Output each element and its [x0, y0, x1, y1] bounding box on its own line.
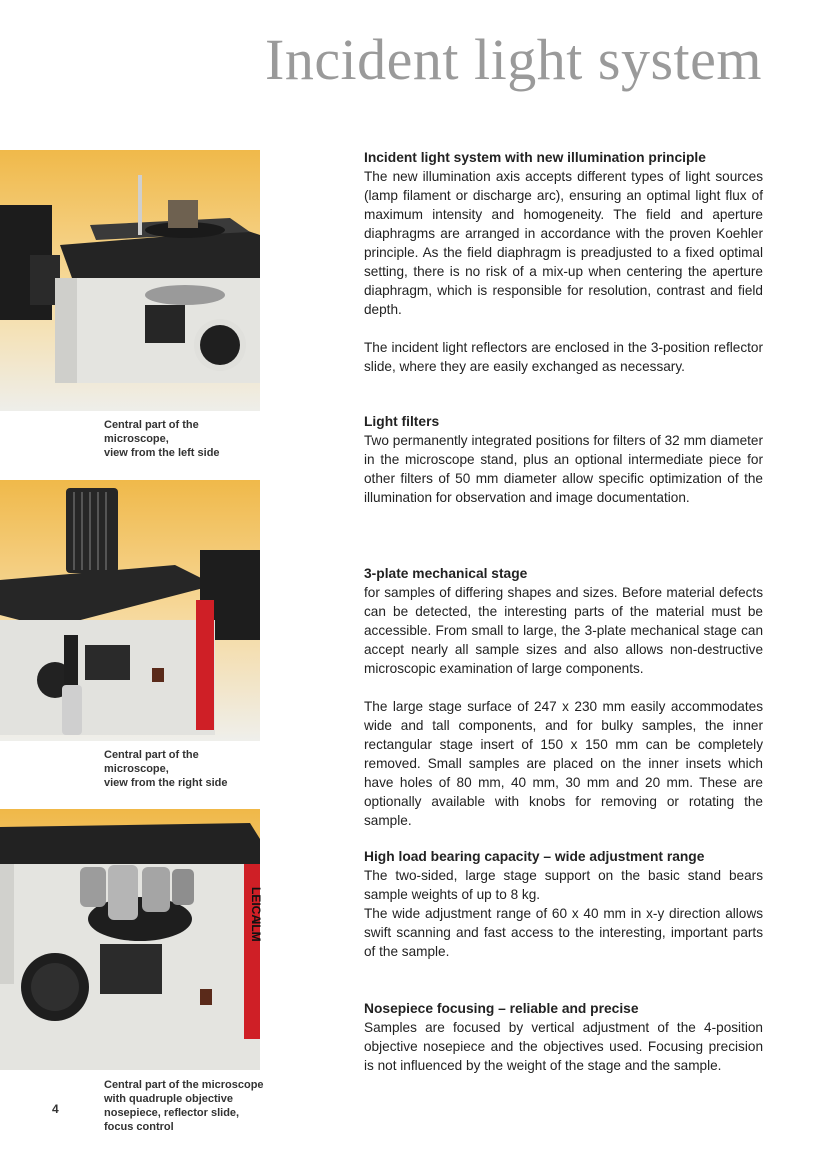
microscope-right-view-photo — [0, 480, 260, 741]
section-nosepiece-focusing — [364, 999, 763, 1075]
leica-brand-logo: LEICA — [249, 887, 263, 923]
figure-caption-1 — [104, 418, 264, 460]
section-heading: 3-plate mechanical stage — [364, 566, 528, 581]
section-paragraph: The two-sided, large stage support on the basic stand bears sample weights of up to 8 kg. — [364, 868, 763, 902]
section-heading: Nosepiece focusing – reliable and precise — [364, 1001, 639, 1016]
figure-caption-2 — [104, 748, 264, 790]
page-title: Incident light system — [265, 27, 762, 92]
section-paragraph: The incident light reflectors are enclosed in the 3-position reflector slide, where they are easily exchanged as necessary. — [364, 340, 763, 374]
caption-line: focus control — [104, 1121, 174, 1133]
section-paragraph: The new illumination axis accepts different types of light sources (lamp filament or discharge arc), ensuring an optimal light flux of maximum intensity and homogeneity. The field and aperture diaphragms are arranged in accordance with the proven Koehler principle. As the field diaphragm is preadjusted to a fixed optimal setting, there is no risk of a mix-up when centering the aperture diaphragm, which is responsible for resolution, contrast and field depth. — [364, 169, 763, 317]
caption-line: Central part of the microscope — [104, 1079, 264, 1091]
section-heading: Incident light system with new illumination principle — [364, 150, 706, 165]
section-heading: Light filters — [364, 414, 440, 429]
caption-line: Central part of the microscope, — [104, 419, 199, 445]
caption-line: view from the right side — [104, 777, 228, 789]
section-paragraph: for samples of differing shapes and sizes. Before material defects can be detected, the interesting parts of the material must be accessible. From small to large, the 3-plate mechanical stage can accept nearly all sample sizes and also allows non-destructive microscopic examination of large components. — [364, 585, 763, 676]
section-mechanical-stage — [364, 564, 763, 830]
section-load-capacity — [364, 847, 763, 961]
caption-line: Central part of the microscope, — [104, 749, 199, 775]
figure-caption-3 — [104, 1078, 264, 1134]
section-illumination — [364, 148, 763, 376]
section-paragraph: The large stage surface of 247 x 230 mm easily accommodates wide and tall components, and for bulky samples, the inner rectangular stage insert of 150 x 150 mm can be completely removed. Small samples are placed on the inner insets which have holes of 80 mm, 40 mm, 30 mm and 20 mm. These are optionally available with knobs for removing or rotating the sample. — [364, 699, 763, 828]
section-paragraph: Samples are focused by vertical adjustment of the 4-position objective nosepiece and the objectives used. Focusing precision is not influenced by the weight of the stage and the sample. — [364, 1020, 763, 1073]
model-label: ILM — [249, 921, 263, 942]
caption-line: with quadruple objective — [104, 1093, 233, 1105]
page-number: 4 — [52, 1102, 59, 1116]
section-paragraph: The wide adjustment range of 60 x 40 mm in x-y direction allows swift scanning and fast access to the interesting, important parts of the sample. — [364, 906, 763, 959]
section-heading: High load bearing capacity – wide adjustment range — [364, 849, 705, 864]
microscope-nosepiece-photo — [0, 809, 263, 1070]
section-light-filters — [364, 412, 763, 507]
caption-line: nosepiece, reflector slide, — [104, 1107, 240, 1119]
caption-line: view from the left side — [104, 447, 220, 459]
section-paragraph: Two permanently integrated positions for filters of 32 mm diameter in the microscope stand, plus an optional intermediate piece for other filters of 50 mm diameter allow specific optimization of the illumination for observation and image documentation. — [364, 433, 763, 505]
microscope-left-view-photo — [0, 150, 260, 411]
